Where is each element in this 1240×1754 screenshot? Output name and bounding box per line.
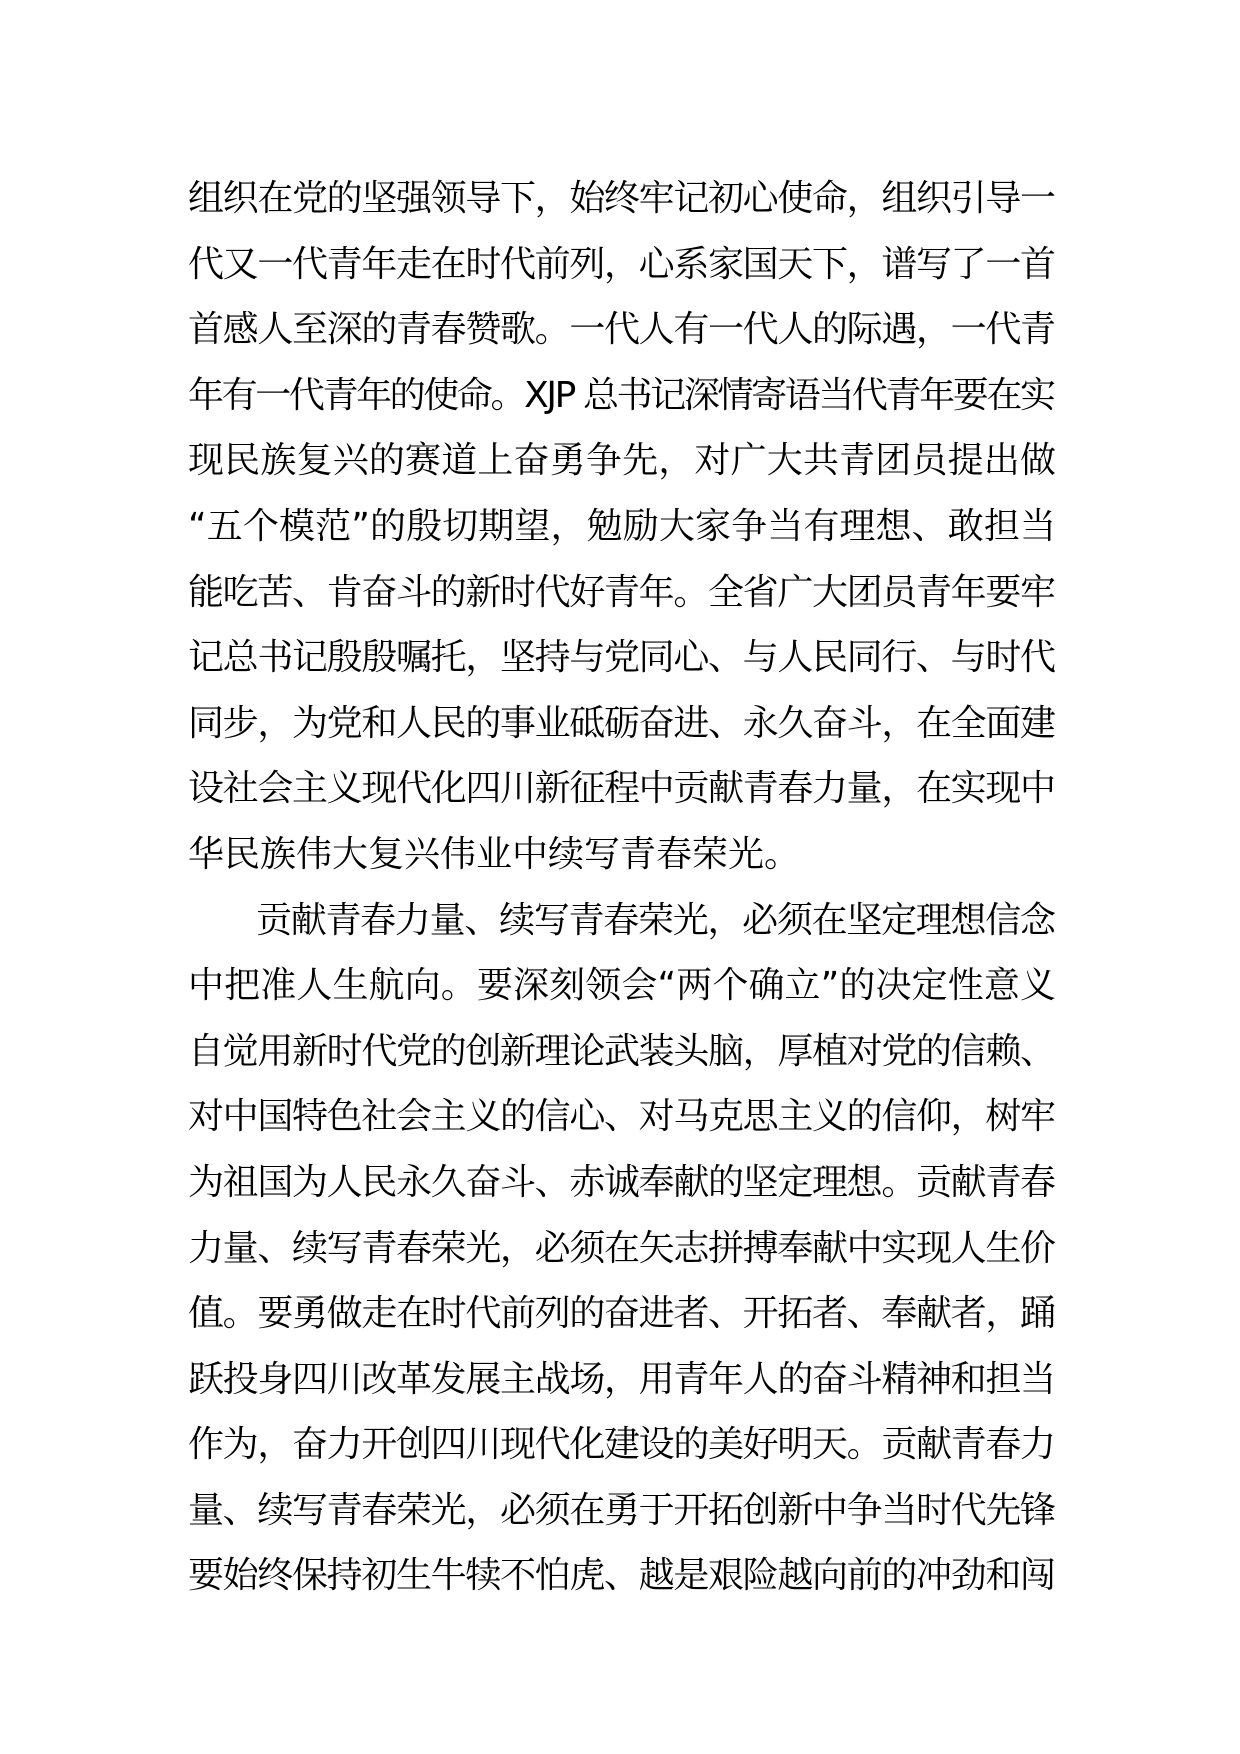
text-line: 年有一代青年的使命。XJP 总书记深情寄语当代青年要在实 [188, 374, 1054, 416]
text-line: 跃投身四川改革发展主战场，用青年人的奋斗精神和担当 [188, 1358, 1055, 1400]
text-line: 贡献青春力量、续写青春荣光，必须在坚定理想信念 [256, 899, 1055, 941]
text-line: 记总书记殷殷嘱托，坚持与党同心、与人民同行、与时代 [188, 637, 1055, 679]
text-line: 量、续写青春荣光，必须在勇于开拓创新中争当时代先锋 [188, 1489, 1055, 1531]
text-line: 首感人至深的青春赞歌。一代人有一代人的际遇，一代青 [188, 309, 1055, 351]
text-line: “五个模范”的殷切期望，勉励大家争当有理想、敢担当 [188, 505, 1056, 547]
text-line: 作为，奋力开创四川现代化建设的美好明天。贡献青春力 [188, 1424, 1055, 1466]
text-line: 对中国特色社会主义的信心、对马克思主义的信仰，树牢 [188, 1096, 1055, 1138]
text-line: 为祖国为人民永久奋斗、赤诚奉献的坚定理想。贡献青春 [188, 1161, 1055, 1203]
text-line: 值。要勇做走在时代前列的奋进者、开拓者、奉献者，踊 [188, 1293, 1055, 1335]
text-line: 自觉用新时代党的创新理论武装头脑，厚植对党的信赖、 [188, 1030, 1055, 1072]
text-line: 现民族复兴的赛道上奋勇争先，对广大共青团员提出做 [188, 440, 1056, 482]
text-line: 力量、续写青春荣光，必须在矢志拼搏奉献中实现人生价 [188, 1227, 1055, 1269]
text-line: 能吃苦、肯奋斗的新时代好青年。全省广大团员青年要牢 [188, 571, 1055, 613]
text-line: 组织在党的坚强领导下，始终牢记初心使命，组织引导一 [188, 178, 1055, 219]
text-line: 中把准人生航向。要深刻领会“两个确立”的决定性意义 [188, 965, 1056, 1007]
text-line: 代又一代青年走在时代前列，心系家国天下，谱写了一首 [188, 243, 1055, 285]
text-line: 华民族伟大复兴伟业中续写青春荣光。 [188, 833, 801, 875]
text-line: 同步，为党和人民的事业砥砺奋进、永久奋斗，在全面建 [188, 702, 1055, 744]
body-text [188, 166, 1056, 1609]
paragraph-1 [188, 166, 1056, 888]
text-line: 设社会主义现代化四川新征程中贡献青春力量，在实现中 [188, 768, 1055, 810]
paragraph-2 [188, 888, 1056, 1610]
text-line: 要始终保持初生牛犊不怕虎、越是艰险越向前的冲劲和闯 [188, 1555, 1055, 1597]
